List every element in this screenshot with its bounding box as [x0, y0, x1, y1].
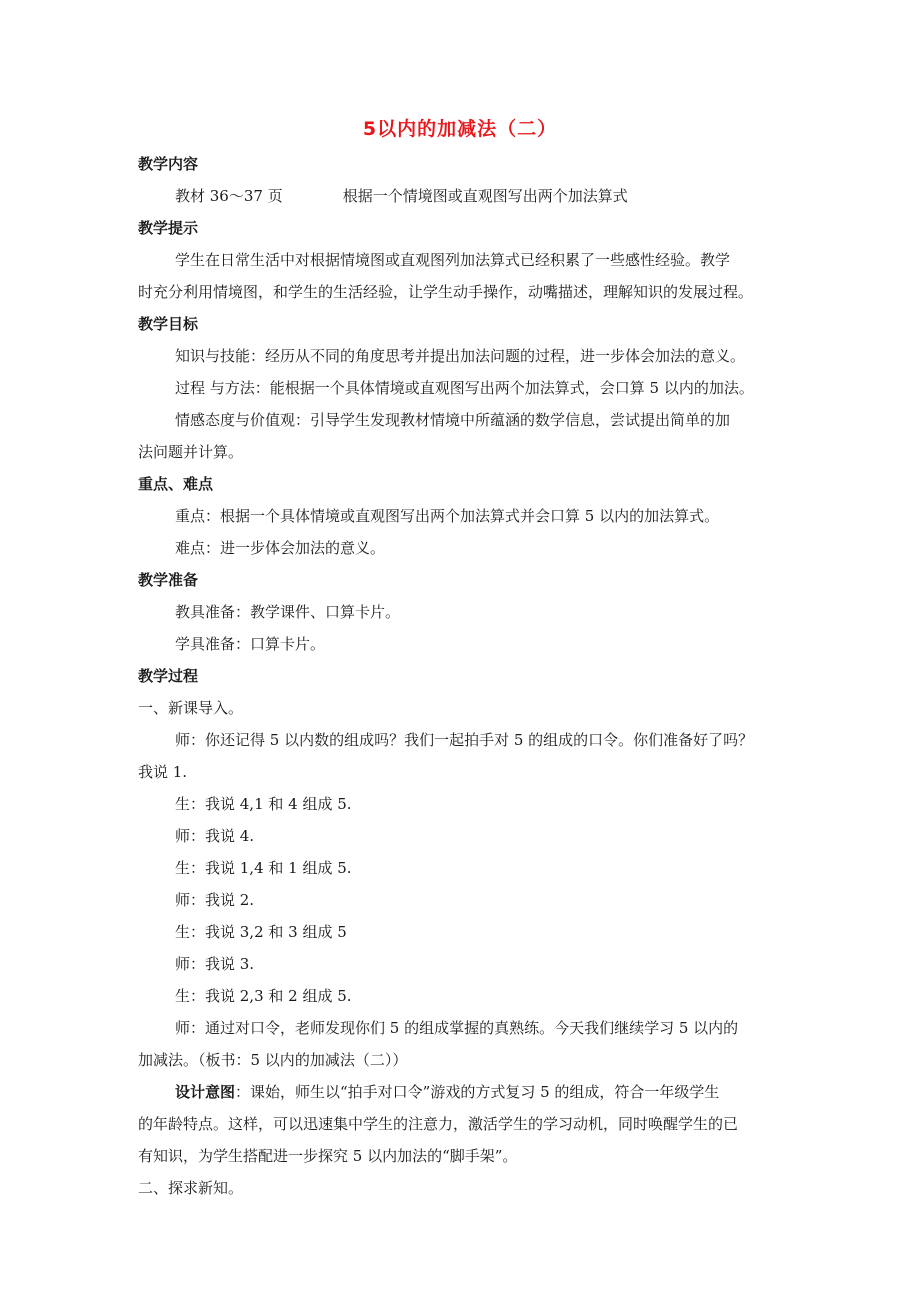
design-intent-text: ：课始，师生以“拍手对口令”游戏的方式复习 5 的组成，符合一年级学生 — [235, 1083, 720, 1101]
step-1-heading: 一、新课导入。 — [138, 699, 244, 717]
heading-content: 教学内容 — [138, 155, 199, 173]
goal-process: 过程 与方法：能根据一个具体情境或直观图写出两个加法算式，会口算 5 以内的加法。 — [175, 379, 754, 397]
difficult-point: 难点：进一步体会加法的意义。 — [175, 539, 386, 557]
dialogue-teacher-4: 师：我说 3. — [175, 955, 255, 973]
heading-tips: 教学提示 — [138, 219, 199, 237]
dialogue-teacher-2: 师：我说 4. — [175, 827, 255, 845]
heading-goals: 教学目标 — [138, 315, 199, 333]
page-title: 5以内的加减法（二） — [362, 118, 558, 140]
design-intent-line-1 — [175, 1082, 825, 1102]
dialogue-teacher-1-line-2: 我说 1. — [138, 763, 188, 781]
dialogue-student-3: 生：我说 3,2 和 3 组成 5 — [175, 923, 347, 941]
content-desc: 根据一个情境图或直观图写出两个加法算式 — [342, 187, 628, 205]
tips-line-1: 学生在日常生活中对根据情境图或直观图列加法算式已经积累了一些感性经验。教学 — [175, 251, 731, 269]
heading-key-points: 重点、难点 — [138, 475, 214, 493]
tips-line-2: 时充分利用情境图，和学生的生活经验，让学生动手操作，动嘴描述，理解知识的发展过程。 — [138, 283, 754, 301]
dialogue-student-2: 生：我说 1,4 和 1 组成 5. — [175, 859, 352, 877]
step-2-heading: 二、探求新知。 — [138, 1179, 244, 1197]
design-intent-label: 设计意图 — [175, 1083, 236, 1101]
dialogue-teacher-3: 师：我说 2. — [175, 891, 255, 909]
goal-attitude-line-1: 情感态度与价值观：引导学生发现教材情境中所蕴涵的数学信息，尝试提出简单的加 — [175, 411, 731, 429]
key-point: 重点：根据一个具体情境或直观图写出两个加法算式并会口算 5 以内的加法算式。 — [175, 507, 720, 525]
goal-attitude-line-2: 法问题并计算。 — [138, 443, 244, 461]
dialogue-teacher-5-line-1: 师：通过对口令，老师发现你们 5 的组成掌握的真熟练。今天我们继续学习 5 以内的 — [175, 1019, 739, 1037]
dialogue-teacher-1-line-1: 师：你还记得 5 以内数的组成吗？我们一起拍手对 5 的组成的口令。你们准备好了吗？ — [175, 731, 754, 749]
content-ref: 教材 36～37 页 — [175, 187, 283, 205]
content-line — [175, 186, 825, 206]
goal-knowledge: 知识与技能：经历从不同的角度思考并提出加法问题的过程，进一步体会加法的意义。 — [175, 347, 746, 365]
dialogue-student-1: 生：我说 4,1 和 4 组成 5. — [175, 795, 352, 813]
design-intent-line-2: 的年龄特点。这样，可以迅速集中学生的注意力，激活学生的学习动机，同时唤醒学生的已 — [138, 1115, 739, 1133]
heading-process: 教学过程 — [138, 667, 199, 685]
dialogue-student-4: 生：我说 2,3 和 2 组成 5. — [175, 987, 352, 1005]
dialogue-teacher-5-line-2: 加减法。（板书：5 以内的加减法（二）） — [138, 1051, 408, 1069]
design-intent-line-3: 有知识，为学生搭配进一步探究 5 以内加法的“脚手架”。 — [138, 1147, 518, 1165]
prep-teacher: 教具准备：教学课件、口算卡片。 — [175, 603, 401, 621]
prep-student: 学具准备：口算卡片。 — [175, 635, 326, 653]
heading-preparation: 教学准备 — [138, 571, 199, 589]
